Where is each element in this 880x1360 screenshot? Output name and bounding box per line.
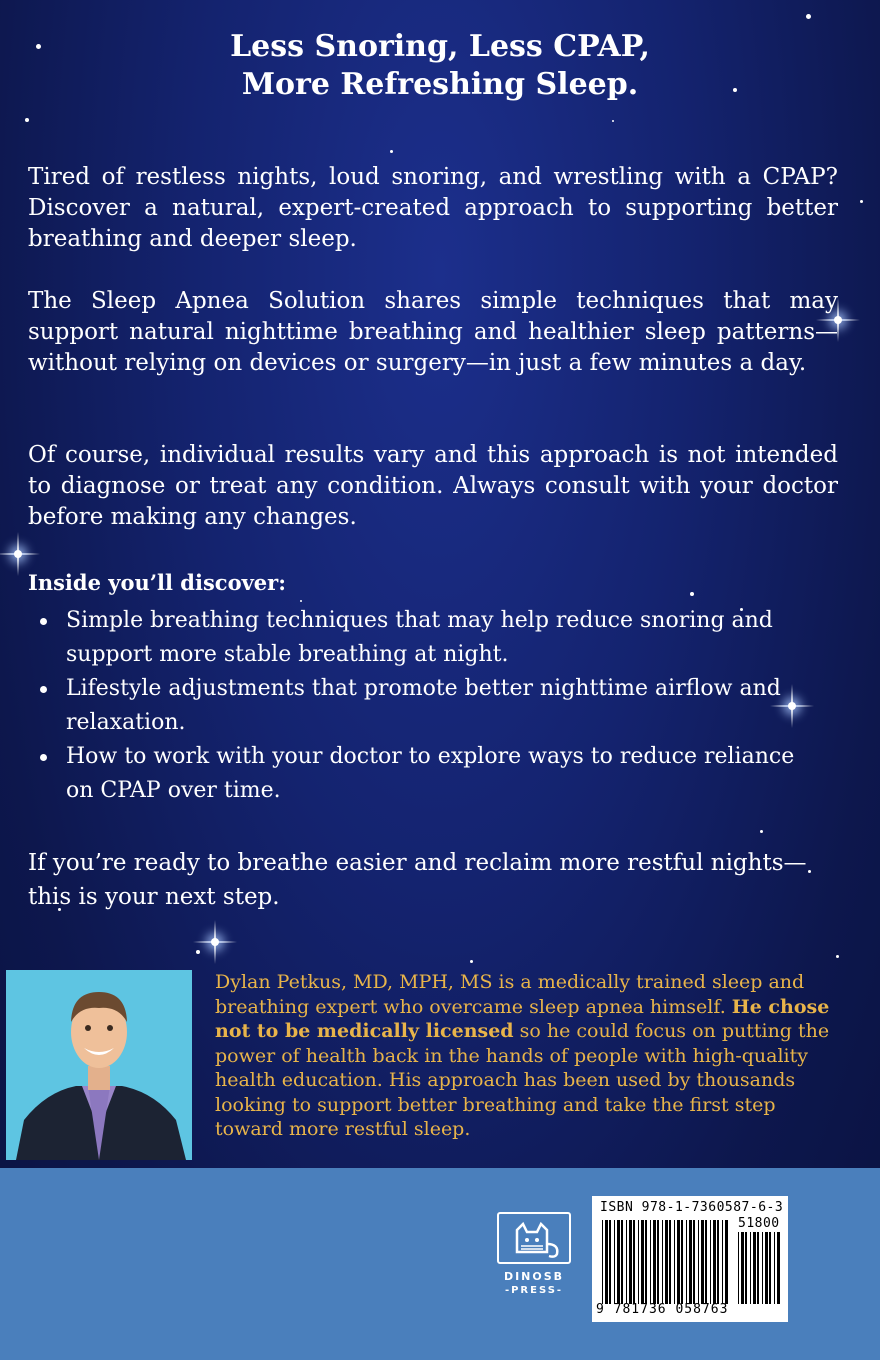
barcode-bar [686,1220,687,1304]
headline-line-2: More Refreshing Sleep. [241,67,639,102]
intro-paragraph: Tired of restless nights, loud snoring, and wrestling with a CPAP? Discover a natural, expert-created approach to supporting better breathing and deeper sleep. [28,164,838,252]
barcode-bar [602,1220,603,1304]
barcode-bar [762,1232,763,1304]
list-item-text: Lifestyle adjustments that promote better nighttime airflow and relaxation. [66,676,781,735]
barcode-bar [662,1220,663,1304]
barcode-bar [665,1220,668,1304]
barcode-bar [633,1220,635,1304]
discover-list [28,604,818,808]
barcode-bar [609,1220,611,1304]
ean-number: 9 781736 058763 [596,1302,729,1317]
barcode-bar [614,1220,615,1304]
disclaimer-paragraph: Of course, individual results vary and this approach is not intended to diagnose or treat any condition. Always consult with your doctor before making any changes. [28,442,838,530]
barcode-bar [701,1220,704,1304]
barcode-bar [774,1232,775,1304]
barcode-bar [689,1220,692,1304]
star [612,120,614,122]
list-item [28,672,818,740]
star [806,14,811,19]
star [300,600,302,602]
isbn-label: ISBN 978-1-7360587-6-3 [600,1200,784,1215]
barcode-bar [641,1220,644,1304]
barcode-bar [698,1220,699,1304]
barcode-bar [717,1220,719,1304]
star [760,830,763,833]
barcode-bar [669,1220,671,1304]
barcode-bar [757,1232,759,1304]
barcode-bar [741,1232,744,1304]
barcode-bar [750,1232,751,1304]
publisher-name: DINOSB [503,1270,565,1283]
barcode-bar [722,1220,723,1304]
barcode-bar [705,1220,707,1304]
barcode-bar [650,1220,651,1304]
author-photo [6,970,192,1160]
bullet-icon [40,754,47,761]
barcode-bar [645,1220,647,1304]
author-bio-text-1: Dylan Petkus, MD, MPH, MS is a medically trained sleep and breathing expert who overcame sleep apnea himself. [215,971,805,1018]
barcode-bar [738,1232,739,1304]
barcode-bar [657,1220,659,1304]
star [196,950,200,954]
barcode-bar [769,1232,771,1304]
headline [0,28,880,104]
barcode-bar [710,1220,711,1304]
star [836,955,839,958]
barcode-bar [713,1220,716,1304]
addon-bars-icon [738,1232,782,1304]
barcode-bar [621,1220,623,1304]
cat-logo-icon [497,1212,571,1264]
list-item-text: How to work with your doctor to explore ways to reduce reliance on CPAP over time. [66,744,795,803]
author-portrait-icon [6,970,192,1160]
star [808,870,811,873]
barcode-bar [638,1220,639,1304]
barcode-bar [626,1220,627,1304]
star [390,150,393,153]
barcode-bar [725,1220,728,1304]
call-to-action: If you’re ready to breathe easier and reclaim more restful nights—this is your next step. [28,850,807,910]
discover-heading: Inside you’ll discover: [28,570,286,595]
barcode-bar [677,1220,680,1304]
barcode-bar [617,1220,620,1304]
barcode-bar [693,1220,695,1304]
price-code: 51800 [738,1216,780,1231]
barcode-bar [681,1220,683,1304]
star [860,200,863,203]
barcode-bar [605,1220,608,1304]
barcode-bar [753,1232,756,1304]
star [25,118,29,122]
list-item-text: Simple breathing techniques that may help reduce snoring and support more stable breathing at night. [66,608,773,667]
barcode-bar [765,1232,768,1304]
barcode-bar [653,1220,656,1304]
star [470,960,473,963]
description-paragraph: The Sleep Apnea Solution shares simple techniques that may support natural nighttime breathing and healthier sleep patterns—without relying on devices or surgery—in just a few minutes a day. [28,288,838,376]
author-bio [215,970,845,1142]
bullet-icon [40,618,47,625]
barcode-bars-icon [602,1220,728,1304]
bullet-icon [40,686,47,693]
barcode-bar [674,1220,675,1304]
author-bio-text-2: so he could focus on putting the power of health back in the hands of people with high-quality health education. His approach has been used by thousands looking to support better breathing and take the first step toward more restful sleep. [215,1020,830,1140]
star [690,592,694,596]
publisher-sub: -PRESS- [504,1285,564,1296]
list-item [28,740,818,808]
list-item [28,604,818,672]
barcode-bar [629,1220,632,1304]
barcode-bar [777,1232,780,1304]
barcode-bar [745,1232,747,1304]
publisher-logo [496,1212,572,1298]
headline-line-1: Less Snoring, Less CPAP, [230,29,650,64]
author-bio-bold: He chose not to be medically licensed [215,995,830,1042]
barcode [592,1196,788,1322]
